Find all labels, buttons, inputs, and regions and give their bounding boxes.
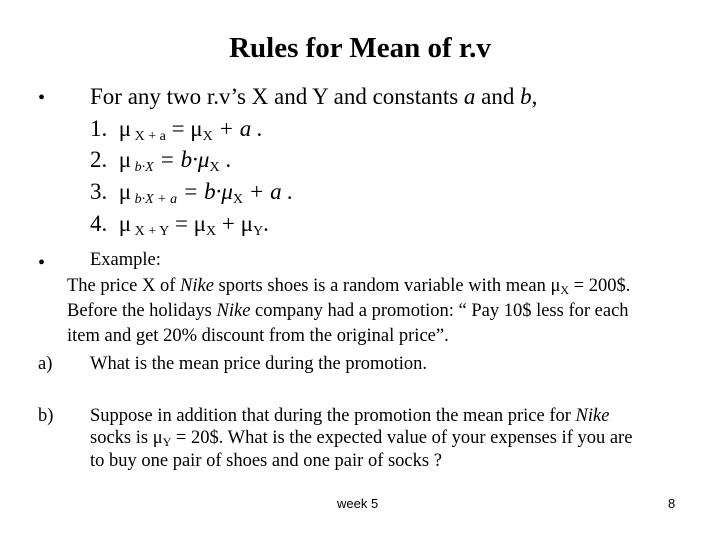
example-line-2: Before the holidays Nike company had a promotion: “ Pay 10$ less for each <box>67 301 629 321</box>
rule-1: 1. μ X + a = μX + a . <box>90 116 263 144</box>
bullet-1: • <box>38 87 46 109</box>
example-heading: Example: <box>90 250 161 270</box>
bullet-2: • <box>38 252 46 274</box>
example-line-1: The price X of Nike sports shoes is a random variable with mean μX = 200$. <box>67 276 631 297</box>
rules-intro: For any two r.v’s X and Y and constants a and b, <box>90 84 538 109</box>
example-line-3: item and get 20% discount from the original price”. <box>67 326 449 346</box>
question-b-line-2: socks is μY = 20$. What is the expected value of your expenses if you are <box>90 428 633 449</box>
rule-4: 4. μ X + Y = μX + μY. <box>90 211 269 239</box>
question-a-label: a) <box>38 354 53 374</box>
slide-title: Rules for Mean of r.v <box>229 32 491 64</box>
rule-2: 2. μ b·X = b·μX . <box>90 147 232 175</box>
question-b-label: b) <box>38 406 54 426</box>
rule-3: 3. μ b·X + a = b·μX + a . <box>90 179 294 207</box>
question-a-text: What is the mean price during the promotion. <box>90 354 428 374</box>
question-b-line-1: Suppose in addition that during the promotion the mean price for Nike <box>90 406 610 426</box>
page-number: 8 <box>668 496 676 511</box>
question-b-line-3: to buy one pair of shoes and one pair of socks ? <box>90 451 442 471</box>
footer-week: week 5 <box>337 496 379 511</box>
